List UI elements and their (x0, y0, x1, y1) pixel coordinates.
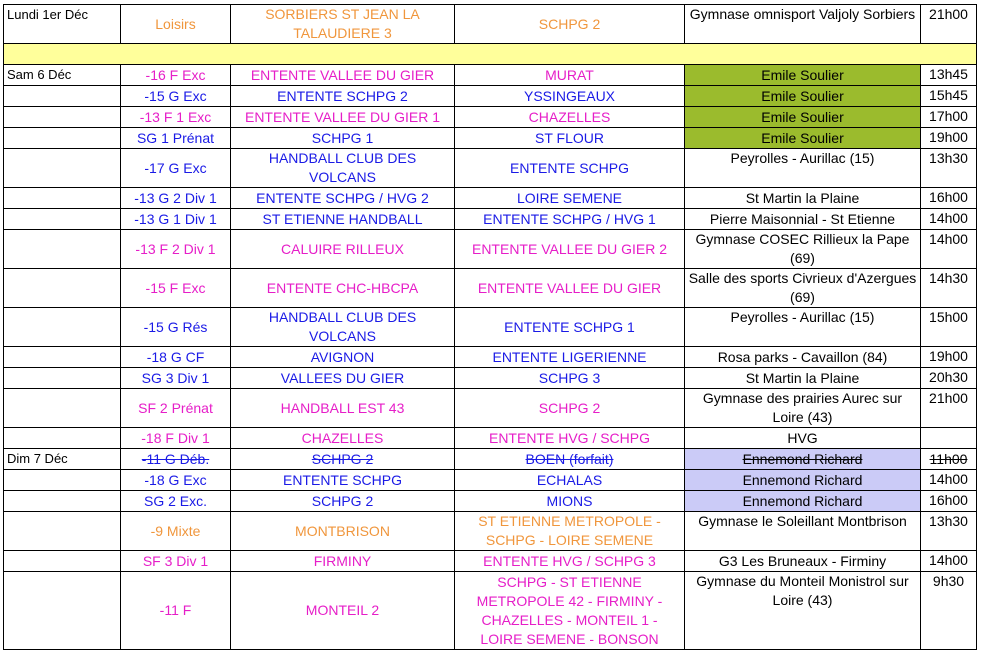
away-team-cell: SCHPG 2 (455, 389, 685, 428)
away-team-cell: ENTENTE HVG / SCHPG 3 (455, 551, 685, 572)
home-team-cell: MONTEIL 2 (231, 572, 455, 650)
home-team-cell: SCHPG 2 (231, 449, 455, 470)
category-cell: -18 F Div 1 (121, 428, 231, 449)
day-cell (4, 470, 121, 491)
day-cell (4, 347, 121, 368)
venue-cell: HVG (685, 428, 921, 449)
category-cell: SG 1 Prénat (121, 128, 231, 149)
away-team-cell: ENTENTE SCHPG 1 (455, 308, 685, 347)
home-team-cell: ENTENTE VALLEE DU GIER 1 (231, 107, 455, 128)
away-team-cell: ENTENTE VALLEE DU GIER (455, 269, 685, 308)
day-cell: Sam 6 Déc (4, 65, 121, 86)
day-cell (4, 389, 121, 428)
table-row (4, 368, 977, 389)
day-cell (4, 188, 121, 209)
table-row (4, 5, 977, 44)
away-team-cell: MURAT (455, 65, 685, 86)
home-team-cell: FIRMINY (231, 551, 455, 572)
away-team-cell: ENTENTE VALLEE DU GIER 2 (455, 230, 685, 269)
table-row (4, 230, 977, 269)
time-cell: 21h00 (921, 5, 977, 44)
venue-cell: Pierre Maisonnial - St Etienne (685, 209, 921, 230)
away-team-cell: ST FLOUR (455, 128, 685, 149)
venue-cell: Emile Soulier (685, 65, 921, 86)
away-team-cell: CHAZELLES (455, 107, 685, 128)
away-team-cell: ENTENTE SCHPG / HVG 1 (455, 209, 685, 230)
venue-cell: Emile Soulier (685, 107, 921, 128)
away-team-cell: ECHALAS (455, 470, 685, 491)
category-cell: -15 F Exc (121, 269, 231, 308)
home-team-cell: AVIGNON (231, 347, 455, 368)
venue-cell: Gymnase des prairies Aurec sur Loire (43) (685, 389, 921, 428)
table-row (4, 512, 977, 551)
home-team-cell: HANDBALL EST 43 (231, 389, 455, 428)
time-cell: 17h00 (921, 107, 977, 128)
time-cell: 13h45 (921, 65, 977, 86)
day-cell: Lundi 1er Déc (4, 5, 121, 44)
day-cell (4, 551, 121, 572)
day-cell (4, 512, 121, 551)
category-cell: -13 F 2 Div 1 (121, 230, 231, 269)
home-team-cell: MONTBRISON (231, 512, 455, 551)
time-cell (921, 428, 977, 449)
time-cell: 13h30 (921, 512, 977, 551)
time-cell: 11h00 (921, 449, 977, 470)
venue-cell: Emile Soulier (685, 128, 921, 149)
away-team-cell: SCHPG 3 (455, 368, 685, 389)
category-cell: -15 G Rés (121, 308, 231, 347)
category-cell: -15 G Exc (121, 86, 231, 107)
table-row (4, 449, 977, 470)
time-cell: 19h00 (921, 128, 977, 149)
away-team-cell: ENTENTE HVG / SCHPG (455, 428, 685, 449)
time-cell: 15h00 (921, 308, 977, 347)
venue-cell: Ennemond Richard (685, 491, 921, 512)
home-team-cell: HANDBALL CLUB DES VOLCANS (231, 149, 455, 188)
table-row (4, 149, 977, 188)
venue-cell: Rosa parks - Cavaillon (84) (685, 347, 921, 368)
time-cell: 14h00 (921, 230, 977, 269)
day-cell (4, 572, 121, 650)
venue-cell: G3 Les Bruneaux - Firminy (685, 551, 921, 572)
away-team-cell: YSSINGEAUX (455, 86, 685, 107)
away-team-cell: ST ETIENNE METROPOLE - SCHPG - LOIRE SEMENE (455, 512, 685, 551)
table-row (4, 428, 977, 449)
home-team-cell: SCHPG 1 (231, 128, 455, 149)
day-cell (4, 269, 121, 308)
match-schedule-table (3, 4, 977, 650)
day-cell (4, 230, 121, 269)
category-cell: -11 G Déb. (121, 449, 231, 470)
day-cell (4, 308, 121, 347)
time-cell: 16h00 (921, 491, 977, 512)
venue-cell: Gymnase du Monteil Monistrol sur Loire (43) (685, 572, 921, 650)
home-team-cell: CALUIRE RILLEUX (231, 230, 455, 269)
table-row (4, 209, 977, 230)
category-cell: -13 G 2 Div 1 (121, 188, 231, 209)
venue-cell: Salle des sports Civrieux d'Azergues (69) (685, 269, 921, 308)
time-cell: 19h00 (921, 347, 977, 368)
day-cell (4, 128, 121, 149)
time-cell: 9h30 (921, 572, 977, 650)
away-team-cell: LOIRE SEMENE (455, 188, 685, 209)
time-cell: 20h30 (921, 368, 977, 389)
venue-cell: Gymnase COSEC Rillieux la Pape (69) (685, 230, 921, 269)
away-team-cell: BOEN (forfait) (455, 449, 685, 470)
category-cell: -18 G CF (121, 347, 231, 368)
home-team-cell: VALLEES DU GIER (231, 368, 455, 389)
home-team-cell: ENTENTE CHC-HBCPA (231, 269, 455, 308)
table-row (4, 347, 977, 368)
table-row (4, 389, 977, 428)
home-team-cell: ENTENTE VALLEE DU GIER (231, 65, 455, 86)
day-cell (4, 368, 121, 389)
category-cell: -13 F 1 Exc (121, 107, 231, 128)
separator-row (4, 44, 977, 65)
table-row (4, 188, 977, 209)
venue-cell: Gymnase omnisport Valjoly Sorbiers (685, 5, 921, 44)
category-cell: -13 G 1 Div 1 (121, 209, 231, 230)
table-row (4, 107, 977, 128)
time-cell: 21h00 (921, 389, 977, 428)
day-cell: Dim 7 Déc (4, 449, 121, 470)
venue-cell: Peyrolles - Aurillac (15) (685, 308, 921, 347)
category-cell: -11 F (121, 572, 231, 650)
table-row (4, 86, 977, 107)
table-row (4, 551, 977, 572)
category-cell: SF 3 Div 1 (121, 551, 231, 572)
time-cell: 15h45 (921, 86, 977, 107)
time-cell: 14h30 (921, 269, 977, 308)
table-row (4, 269, 977, 308)
day-cell (4, 491, 121, 512)
table-row (4, 308, 977, 347)
home-team-cell: ST ETIENNE HANDBALL (231, 209, 455, 230)
category-cell: -9 Mixte (121, 512, 231, 551)
table-row (4, 572, 977, 650)
table-row (4, 65, 977, 86)
category-cell: SG 2 Exc. (121, 491, 231, 512)
home-team-cell: CHAZELLES (231, 428, 455, 449)
time-cell: 14h00 (921, 551, 977, 572)
venue-cell: Emile Soulier (685, 86, 921, 107)
home-team-cell: SORBIERS ST JEAN LA TALAUDIERE 3 (231, 5, 455, 44)
category-cell: SG 3 Div 1 (121, 368, 231, 389)
table-row (4, 470, 977, 491)
venue-cell: Ennemond Richard (685, 470, 921, 491)
home-team-cell: ENTENTE SCHPG / HVG 2 (231, 188, 455, 209)
venue-cell: Ennemond Richard (685, 449, 921, 470)
away-team-cell: ENTENTE SCHPG (455, 149, 685, 188)
time-cell: 16h00 (921, 188, 977, 209)
home-team-cell: HANDBALL CLUB DES VOLCANS (231, 308, 455, 347)
home-team-cell: ENTENTE SCHPG 2 (231, 86, 455, 107)
day-cell (4, 428, 121, 449)
day-cell (4, 107, 121, 128)
day-cell (4, 149, 121, 188)
table-row (4, 491, 977, 512)
away-team-cell: MIONS (455, 491, 685, 512)
time-cell: 14h00 (921, 209, 977, 230)
away-team-cell: ENTENTE LIGERIENNE (455, 347, 685, 368)
home-team-cell: ENTENTE SCHPG (231, 470, 455, 491)
venue-cell: Peyrolles - Aurillac (15) (685, 149, 921, 188)
separator-cell (4, 44, 977, 65)
venue-cell: St Martin la Plaine (685, 368, 921, 389)
day-cell (4, 209, 121, 230)
category-cell: -17 G Exc (121, 149, 231, 188)
venue-cell: Gymnase le Soleillant Montbrison (685, 512, 921, 551)
time-cell: 14h00 (921, 470, 977, 491)
table-row (4, 128, 977, 149)
away-team-cell: SCHPG - ST ETIENNE METROPOLE 42 - FIRMINY - CHAZELLES - MONTEIL 1 - LOIRE SEMENE - BONSON (455, 572, 685, 650)
category-cell: -16 F Exc (121, 65, 231, 86)
day-cell (4, 86, 121, 107)
venue-cell: St Martin la Plaine (685, 188, 921, 209)
away-team-cell: SCHPG 2 (455, 5, 685, 44)
category-cell: Loisirs (121, 5, 231, 44)
category-cell: -18 G Exc (121, 470, 231, 491)
home-team-cell: SCHPG 2 (231, 491, 455, 512)
time-cell: 13h30 (921, 149, 977, 188)
category-cell: SF 2 Prénat (121, 389, 231, 428)
